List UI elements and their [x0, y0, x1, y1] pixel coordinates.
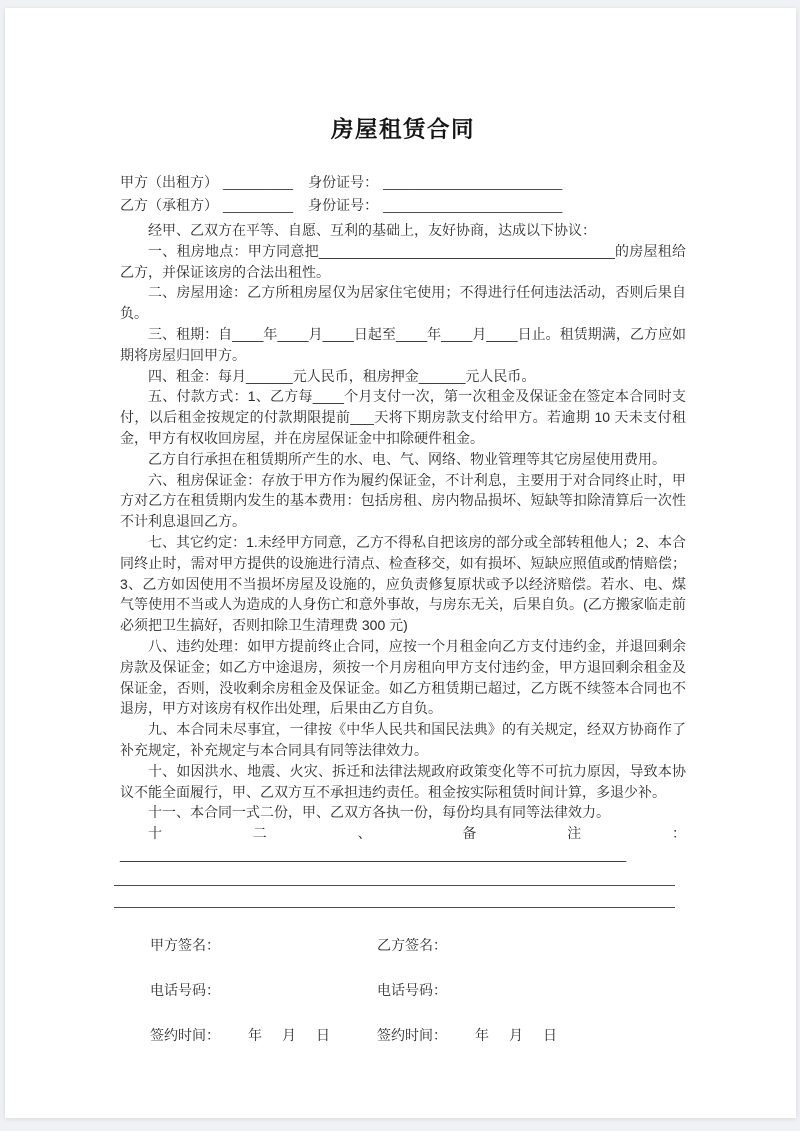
id-number-blank: _______________________: [383, 174, 563, 190]
signature-section: [120, 935, 686, 1046]
party-name-blank: _________: [223, 196, 294, 213]
sign-label-tenant: 乙方签名：: [377, 936, 447, 953]
party-row-landlord: [120, 171, 686, 194]
contract-paragraph: 乙方自行承担在租赁期所产生的水、电、气、网络、物业管理等其它房屋使用费用。: [148, 450, 666, 467]
contract-paragraph: 十一、本合同一式二份，甲、乙双方各执一份，每份均具有同等法律效力。: [148, 804, 610, 821]
contract-page: [5, 8, 796, 1118]
contract-paragraph: 八、违约处理：如甲方提前终止合同，应按一个月租金向乙方支付违约金，并退回剩余房款及保证金；如乙方中途退房，须按一个月房租向甲方支付违约金，甲方退回剩余租金及保证金，否则，没收剩余房租金及保证金。如乙方租赁期已超过，乙方既不续签本合同也不退房，甲方对该房有权作出处理，后果由乙方自负。: [120, 637, 686, 717]
contract-paragraph: 十二、备注：_________________________________________________________________: [120, 825, 686, 862]
signature-column-tenant: [377, 935, 557, 1046]
contract-paragraph: 经甲、乙双方在平等、自愿、互利的基础上，友好协商，达成以下协议：: [148, 222, 596, 238]
contract-paragraph: 二、房屋用途：乙方所租房屋仅为居家住宅使用；不得进行任何违法活动，否则后果自负。: [120, 284, 686, 322]
blank-line: [114, 865, 675, 887]
contract-paragraph: 十、如因洪水、地震、火灾、拆迁和法律法规政府政策变化等不可抗力原因，导致本协议不能全面履行，甲、乙双方互不承担违约责任。租金按实际租赁时间计算，多退少补。: [120, 762, 686, 800]
contract-body: [120, 220, 686, 908]
date-unit: 日: [316, 1026, 330, 1043]
party-name-blank: _________: [223, 174, 294, 190]
id-number-label: 身份证号：: [308, 174, 379, 190]
date-unit: 日: [543, 1026, 557, 1043]
date-row-tenant: [377, 1025, 557, 1046]
contract-paragraph: 四、租金：每月______元人民币，租房押金______元人民币。: [148, 367, 536, 384]
contract-content: [120, 8, 686, 1046]
blank-line: [114, 886, 675, 908]
contract-paragraph: 三、租期：自____年____月____日起至____年____月____日止。租赁期满，乙方应如期将房屋归回甲方。: [120, 325, 686, 363]
party-label: 乙方（承租方）: [120, 196, 218, 213]
contract-title: 房屋租赁合同: [330, 117, 475, 142]
date-label: 签约时间：: [150, 1026, 220, 1043]
date-label: 签约时间：: [377, 1026, 447, 1043]
contract-paragraph: 五、付款方式：1、乙方每____个月支付一次，第一次租金及保证金在签定本合同时支付，以后租金按规定的付款期限提前___天将下期房款支付给甲方。若逾期 10 天未支付租金，甲方有权收回房屋，并在房屋保证金中扣除硬件租金。: [120, 388, 686, 446]
parties-section: [120, 171, 686, 216]
contract-paragraph: 九、本合同未尽事宜，一律按《中华人民共和国民法典》的有关规定，经双方协商作了补充规定，补充规定与本合同具有同等法律效力。: [120, 721, 686, 758]
party-label: 甲方（出租方）: [120, 174, 218, 190]
contract-paragraph: 一、租房地点：甲方同意把______________________________________的房屋租给乙方，并保证该房的合法出租性。: [120, 242, 686, 280]
date-unit: 年: [248, 1026, 262, 1043]
id-number-label: 身份证号：: [308, 196, 379, 213]
date-row-landlord: [150, 1025, 377, 1046]
date-unit: 年: [475, 1026, 489, 1043]
phone-label-landlord: 电话号码：: [150, 981, 220, 998]
date-unit: 月: [282, 1026, 296, 1043]
id-number-blank: _______________________: [383, 196, 563, 213]
party-row-tenant: [120, 194, 686, 217]
contract-paragraph: 六、租房保证金：存放于甲方作为履约保证金，不计利息，主要用于对合同终止时，甲方对乙方在租赁期内发生的基本费用：包括房租、房内物品损坏、短缺等扣除清算后一次性不计利息退回乙方。: [120, 471, 686, 530]
sign-label-landlord: 甲方签名：: [150, 936, 220, 953]
date-unit: 月: [509, 1026, 523, 1043]
contract-paragraph: 七、其它约定：1.未经甲方同意，乙方不得私自把该房的部分或全部转租他人；2、本合同终止时，需对甲方提供的设施进行清点、检查移交，如有损坏、短缺应照值或酌情赔偿；3、乙方如因使用不当损坏房屋及设施的，应负责修复原状或予以经济赔偿。若水、电、煤气等使用不当或人为造成的人身伤亡和意外事故，与房东无关，后果自负。(乙方搬家临走前必须把卫生搞好，否则扣除卫生清理费 300 元): [120, 533, 686, 634]
phone-label-tenant: 电话号码：: [377, 981, 447, 998]
signature-column-landlord: [150, 935, 377, 1046]
